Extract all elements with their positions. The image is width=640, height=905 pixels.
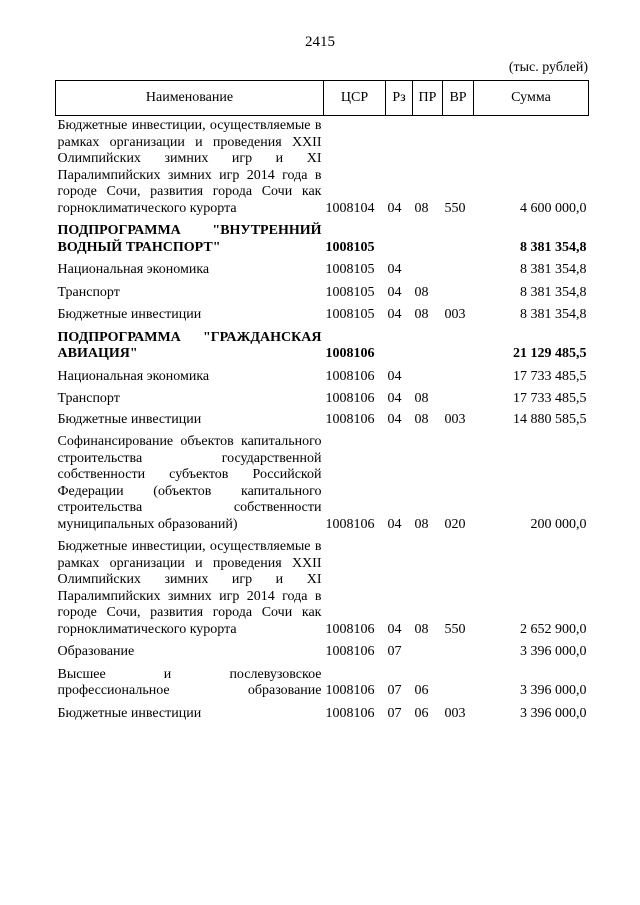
row-pr: 08 (414, 516, 429, 532)
row-vr (443, 661, 474, 700)
row-vr: 003 (444, 411, 466, 427)
row-vr: 003 (444, 307, 466, 322)
row-pr (413, 363, 443, 386)
row-sum: 8 381 354,8 (520, 307, 587, 322)
row-vr (443, 324, 474, 363)
row-csr: 1008106 (325, 368, 375, 384)
row-pr: 08 (414, 411, 429, 427)
row-sum: 17 733 485,5 (513, 391, 587, 406)
row-name: Бюджетные инвестиции (57, 307, 202, 322)
row-csr: 1008106 (325, 516, 375, 532)
table-row (56, 408, 589, 429)
row-sum: 4 600 000,0 (520, 200, 587, 216)
row-csr: 1008105 (325, 239, 375, 255)
row-csr: 1008105 (325, 262, 375, 277)
row-rz: 04 (387, 307, 402, 322)
row-sum: 3 396 000,0 (520, 705, 587, 721)
row-rz: 04 (387, 391, 402, 406)
table-row (56, 324, 589, 363)
row-name: Транспорт (57, 284, 120, 300)
row-csr: 1008105 (325, 307, 375, 322)
row-sum: 8 381 354,8 (520, 284, 587, 300)
row-pr (413, 324, 443, 363)
row-csr: 1008105 (325, 284, 375, 300)
row-vr (443, 217, 474, 256)
row-rz: 04 (387, 516, 402, 532)
row-rz: 04 (387, 411, 402, 427)
row-pr: 08 (414, 621, 429, 637)
row-pr: 06 (414, 705, 429, 721)
row-rz: 04 (387, 621, 402, 637)
row-csr: 1008106 (325, 391, 375, 406)
row-name: Национальная экономика (57, 262, 210, 277)
row-sum: 8 381 354,8 (520, 262, 587, 277)
row-sum: 8 381 354,8 (520, 239, 587, 255)
row-csr: 1008104 (325, 200, 375, 216)
row-pr (413, 217, 443, 256)
row-vr (443, 385, 474, 408)
row-csr: 1008106 (325, 346, 375, 361)
row-pr (413, 256, 443, 279)
row-rz: 07 (387, 705, 402, 721)
table-row (56, 301, 589, 324)
row-rz: 04 (387, 284, 402, 300)
unit-note: (тыс. рублей) (508, 60, 588, 75)
row-rz: 07 (387, 644, 402, 659)
row-csr: 1008106 (325, 705, 375, 721)
row-pr (413, 638, 443, 661)
header-name: Наименование (56, 81, 324, 116)
row-name: Бюджетные инвестиции, осуществляемые в рамках организации и проведения XXII Олимпийских зимних игр и XI Паралимпийских зимних игр 2014 года в городе Сочи, развития города Сочи как горноклиматического курорта (57, 118, 322, 216)
table-row (56, 533, 589, 638)
row-name: Образование (57, 644, 135, 659)
row-sum: 17 733 485,5 (513, 368, 587, 384)
row-name: Национальная экономика (57, 368, 210, 384)
row-vr (443, 363, 474, 386)
row-rz (386, 217, 413, 256)
row-name: ПОДПРОГРАММА "ГРАЖДАНСКАЯ АВИАЦИЯ" (57, 329, 322, 361)
row-sum: 14 880 585,5 (513, 411, 587, 427)
row-name: Бюджетные инвестиции, осуществляемые в рамках организации и проведения XXII Олимпийских зимних игр и XI Паралимпийских зимних игр 2014 года в городе Сочи, развития города Сочи как горноклиматического курорта (57, 539, 322, 637)
table-row (56, 279, 589, 302)
row-vr: 550 (444, 200, 466, 216)
header-csr: ЦСР (324, 81, 386, 116)
header-rz: Рз (386, 81, 413, 116)
row-pr: 08 (414, 307, 429, 322)
row-vr (443, 638, 474, 661)
budget-table (55, 80, 589, 722)
row-sum: 21 129 485,5 (513, 346, 587, 361)
row-vr: 003 (444, 705, 466, 721)
row-name: Софинансирование объектов капитального строительства государственной собственности субъектов Российской Федерации (объектов капитального строительства собственности муниципальных образований) (57, 434, 322, 532)
row-csr: 1008106 (325, 683, 375, 698)
table-row (56, 116, 589, 218)
row-sum: 2 652 900,0 (520, 621, 587, 637)
row-rz: 04 (387, 262, 402, 277)
table-row (56, 638, 589, 661)
row-name: Бюджетные инвестиции (57, 411, 202, 427)
row-pr: 08 (414, 284, 429, 300)
row-pr: 08 (414, 200, 429, 216)
table-row (56, 385, 589, 408)
row-rz: 04 (387, 200, 402, 216)
row-vr (443, 256, 474, 279)
table-row (56, 661, 589, 700)
row-name: ПОДПРОГРАММА "ВНУТРЕННИЙ ВОДНЫЙ ТРАНСПОРТ" (57, 223, 322, 255)
table-row (56, 363, 589, 386)
header-pr: ПР (413, 81, 443, 116)
table-row (56, 256, 589, 279)
row-vr: 020 (444, 516, 466, 532)
row-pr: 08 (414, 391, 429, 406)
row-rz: 04 (387, 368, 402, 384)
row-sum: 3 396 000,0 (520, 644, 587, 659)
row-rz (386, 324, 413, 363)
row-vr: 550 (444, 621, 466, 637)
row-name: Транспорт (57, 391, 120, 406)
table-row (56, 428, 589, 533)
row-csr: 1008106 (325, 621, 375, 637)
table-row (56, 217, 589, 256)
row-sum: 200 000,0 (530, 516, 587, 532)
row-sum: 3 396 000,0 (520, 683, 587, 698)
row-pr: 06 (414, 683, 429, 698)
row-name: Высшее и послевузовское профессиональное образование (57, 666, 322, 698)
row-csr: 1008106 (325, 411, 375, 427)
row-rz: 07 (387, 683, 402, 698)
row-csr: 1008106 (325, 644, 375, 659)
header-sum: Сумма (474, 81, 589, 116)
row-name: Бюджетные инвестиции (57, 705, 202, 721)
row-vr (443, 279, 474, 302)
table-row (56, 700, 589, 723)
table-header-row (56, 81, 589, 116)
page-number: 2415 (305, 34, 335, 50)
header-vr: ВР (443, 81, 474, 116)
